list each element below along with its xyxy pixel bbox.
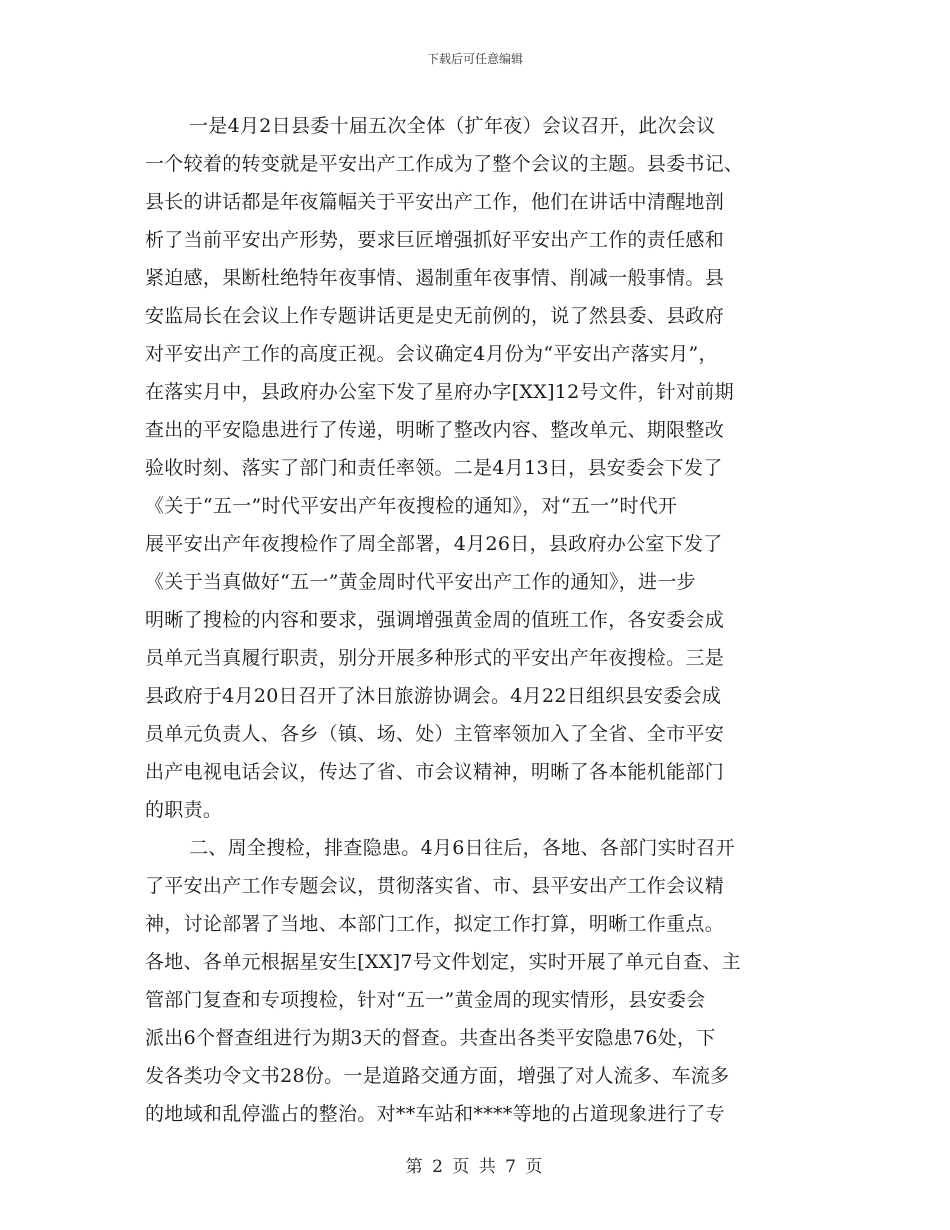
text-line: 出产电视电话会议，传达了省、市会议精神，明晰了各本能机能部门: [145, 761, 725, 783]
text-line: 的地域和乱停滥占的整治。对**车站和****等地的占道现象进行了专: [145, 1103, 725, 1125]
text-line: 明晰了搜检的内容和要求，强调增强黄金周的值班工作，各安委会成: [145, 609, 725, 631]
page-number: 第 2 页 共 7 页: [405, 1157, 545, 1177]
text-line: 《关于“五一”时代平安出产年夜搜检的通知》，对“五一”时代开: [145, 495, 678, 517]
text-line: 员单元负责人、各乡（镇、场、处）主管率领加入了全省、全市平安: [145, 723, 725, 745]
text-line: 在落实月中，县政府办公室下发了星府办字[XX]12号文件，针对前期: [145, 381, 734, 403]
text-line: 安监局长在会议上作专题讲话更是史无前例的，说了然县委、县政府: [145, 305, 725, 327]
page-header-note: 下载后可任意编辑: [426, 52, 523, 66]
document-body: [145, 107, 805, 1133]
text-line: 员单元当真履行职责，别分开展多种形式的平安出产年夜搜检。三是: [145, 647, 725, 669]
text-line: 一是4月2日县委十届五次全体（扩年夜）会议召开，此次会议: [189, 115, 716, 137]
text-line: 验收时刻、落实了部门和责任率领。二是4月13日，县安委会下发了: [145, 457, 723, 479]
text-line: 紧迫感，果断杜绝特年夜事情、遏制重年夜事情、削减一般事情。县: [145, 267, 725, 289]
text-line: 查出的平安隐患进行了传递，明晰了整改内容、整改单元、期限整改: [145, 419, 725, 441]
text-line: 各地、各单元根据星安生[XX]7号文件划定，实时开展了单元自查、主: [145, 951, 741, 973]
text-line: 了平安出产工作专题会议，贯彻落实省、市、县平安出产工作会议精: [145, 875, 725, 897]
text-line: 县政府于4月20日召开了沐日旅游协调会。4月22日组织县安委会成: [145, 685, 722, 707]
text-line: 展平安出产年夜搜检作了周全部署，4月26日，县政府办公室下发了: [145, 533, 723, 555]
text-line: 对平安出产工作的高度正视。会议确定4月份为“平安出产落实月”，: [145, 343, 718, 365]
text-line: 县长的讲话都是年夜篇幅关于平安出产工作，他们在讲话中清醒地剖: [145, 191, 725, 213]
text-line: 的职责。: [145, 799, 223, 821]
text-line: 发各类功令文书28份。一是道路交通方面，增强了对人流多、车流多: [145, 1065, 730, 1087]
text-line: 二、周全搜检，排查隐患。4月6日往后，各地、各部门实时召开: [189, 837, 735, 859]
text-line: 神，讨论部署了当地、本部门工作，拟定工作打算，明晰工作重点。: [145, 913, 725, 935]
text-line: 一个较着的转变就是平安出产工作成为了整个会议的主题。县委书记、: [145, 153, 744, 175]
text-line: 派出6个督查组进行为期3天的督查。共查出各类平安隐患76处，下: [145, 1027, 716, 1049]
text-line: 管部门复查和专项搜检，针对“五一”黄金周的现实情形，县安委会: [145, 989, 706, 1011]
text-line: 析了当前平安出产形势，要求巨匠增强抓好平安出产工作的责任感和: [145, 229, 725, 251]
text-line: 《关于当真做好“五一”黄金周时代平安出产工作的通知》，进一步: [145, 571, 696, 593]
